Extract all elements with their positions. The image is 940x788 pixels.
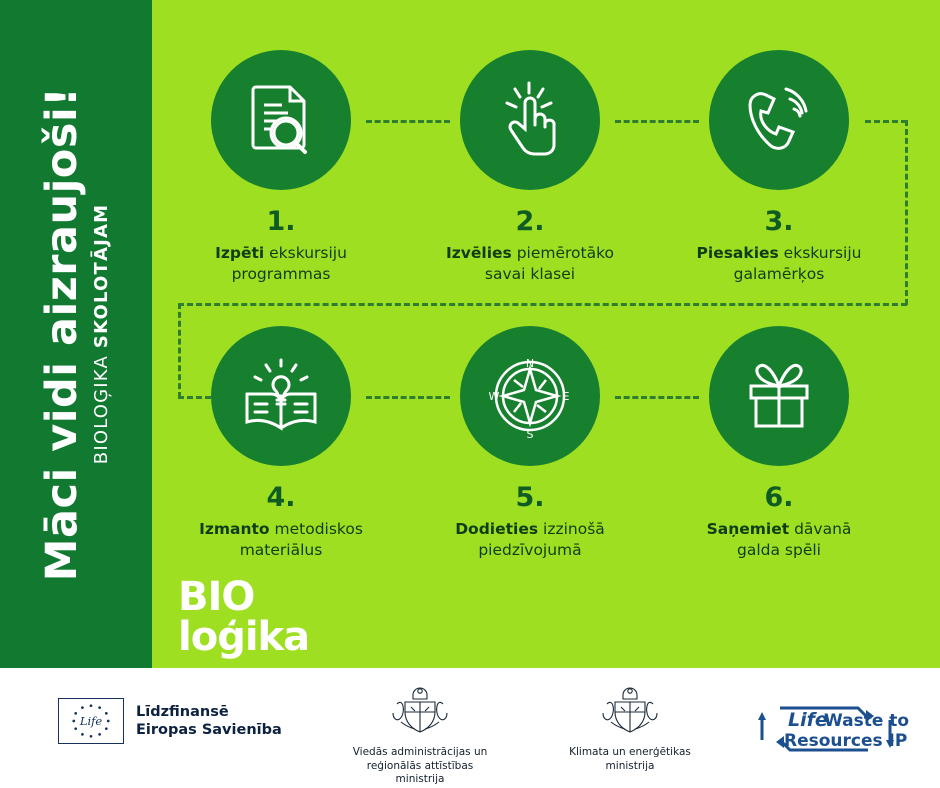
step-1 (156, 50, 406, 285)
step-5-icon-circle (460, 326, 600, 466)
eu-life-flag-icon (58, 698, 124, 744)
logo-o-leaf: O (221, 574, 255, 620)
ministry-varam-logo (330, 682, 510, 787)
logo-bi-text: BI (178, 574, 222, 620)
step-3-rest: ekskursiju (778, 244, 862, 262)
step-6-line2: galda spēli (737, 540, 821, 559)
latvia-coat-of-arms-icon (599, 725, 661, 742)
ministry-klimats-caption (535, 746, 725, 773)
ministry-klimats-logo (535, 682, 725, 773)
step-2-rest: piemērotāko (511, 244, 615, 262)
connector-right-down (905, 120, 908, 305)
step-2-icon-circle (460, 50, 600, 190)
ministry-klimats-line2: ministrija (605, 759, 655, 772)
ministry-varam-line1: Viedās administrācijas un (352, 746, 488, 758)
step-3-icon-circle (709, 50, 849, 190)
svg-text:Waste to: Waste to (824, 711, 910, 731)
step-1-number: 1. (266, 206, 296, 237)
ministry-varam-line3: ministrija (395, 773, 445, 786)
step-3-bold: Piesakies (696, 244, 779, 262)
step-5-line2: piedzīvojumā (478, 540, 582, 559)
poster-title: Māci vidi aizraujoši! (36, 86, 87, 582)
footer-logos (0, 668, 940, 788)
step-5-rest: izzinošā (538, 520, 605, 538)
svg-text:Life: Life (788, 709, 828, 731)
step-6-number: 6. (764, 482, 794, 513)
step-5 (405, 326, 655, 561)
life-waste-to-resources-logo (740, 698, 910, 765)
svg-text:W: W (488, 390, 500, 403)
biologika-logo (178, 574, 310, 660)
step-4-caption (156, 519, 406, 561)
step-1-line2: programmas (231, 264, 331, 283)
step-6-bold: Saņemiet (706, 520, 790, 538)
step-4-line2: materiālus (239, 540, 323, 559)
steps-grid (160, 30, 930, 590)
step-4-bold: Izmanto (199, 520, 270, 538)
eu-funding-line1: Līdzfinansē (136, 703, 229, 720)
step-1-bold: Izpēti (215, 244, 265, 262)
step-1-rest: ekskursiju (264, 244, 347, 262)
step-4 (156, 326, 406, 561)
ministry-varam-line2: reģionālās attīstības (366, 759, 474, 772)
svg-text:Resources IP: Resources IP (784, 731, 908, 751)
step-4-icon-circle (211, 326, 351, 466)
step-6-icon-circle (709, 326, 849, 466)
step-1-caption (156, 243, 406, 285)
step-4-rest: metodiskos (269, 520, 363, 538)
step-1-icon-circle (211, 50, 351, 190)
svg-text:E: E (562, 390, 570, 403)
ministry-klimats-line1: Klimata un enerģētikas (569, 746, 691, 758)
step-5-bold: Dodieties (455, 520, 539, 538)
vertical-title-block (0, 0, 152, 668)
step-6-rest: dāvanā (789, 520, 852, 538)
step-6 (654, 326, 904, 561)
ministry-varam-caption (330, 746, 510, 787)
logo-line-2: loģika (178, 614, 310, 660)
step-3 (654, 50, 904, 285)
step-2-number: 2. (515, 206, 545, 237)
step-2 (405, 50, 655, 285)
step-2-bold: Izvēlies (445, 244, 512, 262)
svg-text:S: S (526, 428, 534, 441)
step-3-line2: galamērķos (733, 264, 825, 283)
poster-subtitle-bold: SKOLOTĀJAM (91, 203, 113, 349)
connector-row-bridge (178, 303, 907, 306)
logo-line-1 (178, 574, 309, 620)
svg-text:Life: Life (79, 713, 103, 728)
eu-funding-text (136, 703, 282, 739)
poster-subtitle (91, 14, 112, 654)
step-4-number: 4. (266, 482, 296, 513)
latvia-coat-of-arms-icon (389, 725, 451, 742)
step-5-number: 5. (515, 482, 545, 513)
eu-funding-logo (58, 698, 282, 744)
step-2-line2: savai klasei (484, 264, 576, 283)
step-3-caption (654, 243, 904, 285)
poster-subtitle-normal: BIOLOĢIKA (91, 348, 113, 465)
step-6-caption (654, 519, 904, 561)
step-2-caption (405, 243, 655, 285)
eu-funding-line2: Eiropas Savienība (136, 722, 282, 738)
svg-text:N: N (525, 357, 535, 370)
step-3-number: 3. (764, 206, 794, 237)
step-5-caption (405, 519, 655, 561)
